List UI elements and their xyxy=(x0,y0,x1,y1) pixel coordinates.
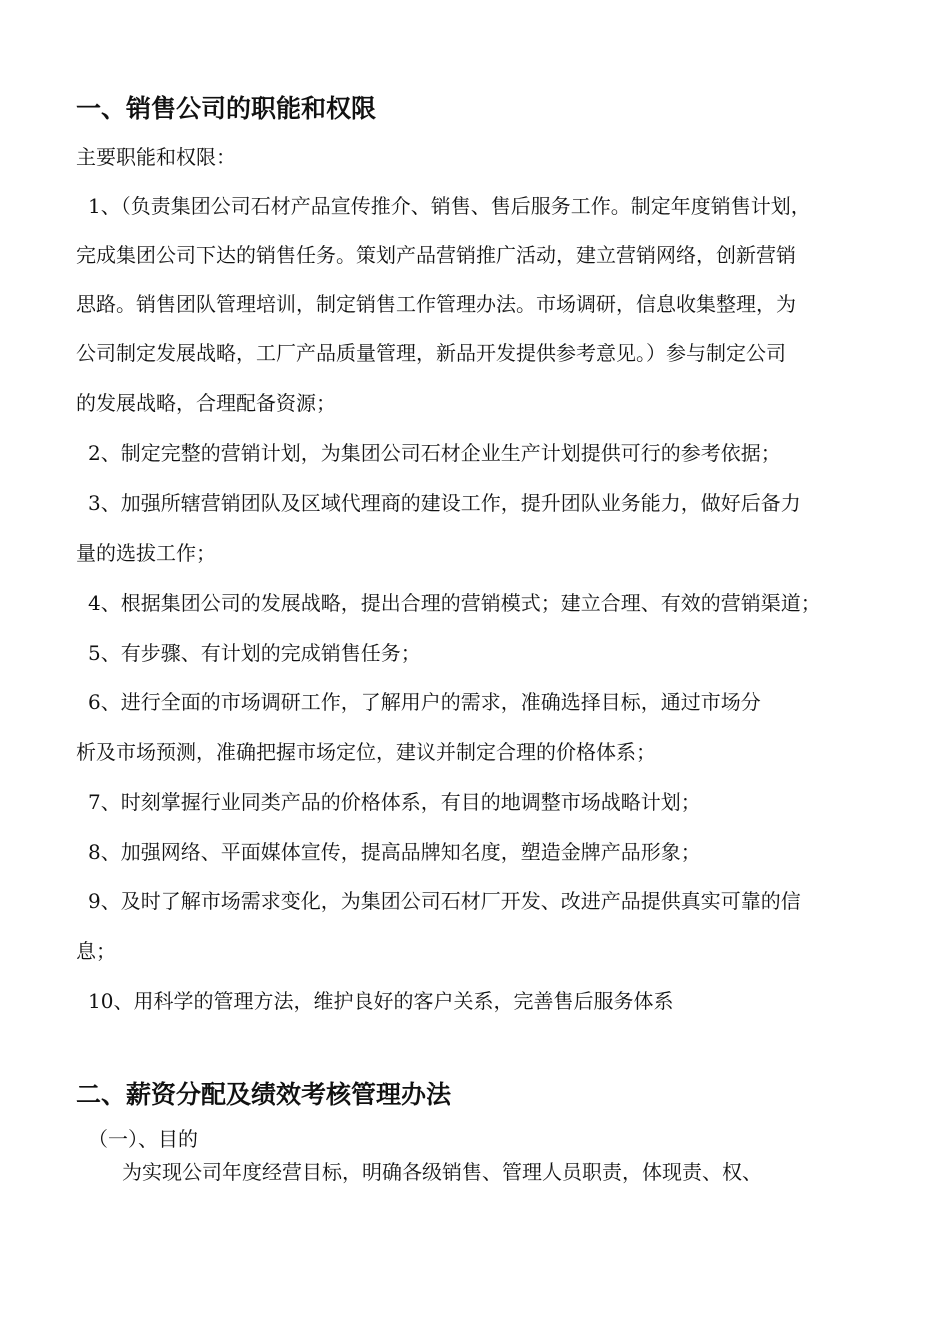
section2-title: 二、薪资分配及绩效考核管理办法 xyxy=(76,1080,452,1109)
paragraph-line: 的发展战略，合理配备资源； xyxy=(76,391,336,415)
paragraph-line: 3、加强所辖营销团队及区域代理商的建设工作，提升团队业务能力，做好后备力 xyxy=(88,491,801,515)
paragraph-line: 量的选拔工作； xyxy=(76,541,216,565)
paragraph-line: 5、有步骤、有计划的完成销售任务； xyxy=(88,641,421,665)
paragraph-line: 7、时刻掌握行业同类产品的价格体系，有目的地调整市场战略计划； xyxy=(88,790,701,814)
paragraph-line: 2、制定完整的营销计划，为集团公司石材企业生产计划提供可行的参考依据； xyxy=(88,441,781,465)
paragraph-line: 思路。销售团队管理培训，制定销售工作管理办法。市场调研，信息收集整理，为 xyxy=(76,292,796,316)
paragraph-line: 4、根据集团公司的发展战略，提出合理的营销模式；建立合理、有效的营销渠道； xyxy=(88,591,821,615)
section1-title: 一、销售公司的职能和权限 xyxy=(76,94,377,123)
paragraph-line: 完成集团公司下达的销售任务。策划产品营销推广活动，建立营销网络，创新营销 xyxy=(76,243,796,267)
paragraph-line: 6、进行全面的市场调研工作，了解用户的需求，准确选择目标，通过市场分 xyxy=(88,690,761,714)
paragraph-line: 10、用科学的管理方法，维护良好的客户关系，完善售后服务体系 xyxy=(88,989,674,1013)
section2-sub-heading: （一）、目的 xyxy=(88,1127,198,1151)
paragraph-line: 公司制定发展战略，工厂产品质量管理，新品开发提供参考意见。）参与制定公司 xyxy=(76,341,786,365)
section1-subtitle: 主要职能和权限： xyxy=(76,145,236,169)
paragraph-line: 8、加强网络、平面媒体宣传，提高品牌知名度，塑造金牌产品形象； xyxy=(88,840,701,864)
paragraph-line: 9、及时了解市场需求变化，为集团公司石材厂开发、改进产品提供真实可靠的信 xyxy=(88,889,801,913)
paragraph-line: 1、（负责集团公司石材产品宣传推介、销售、售后服务工作。制定年度销售计划， xyxy=(88,194,811,218)
section2-paragraph: 为实现公司年度经营目标，明确各级销售、管理人员职责，体现责、权、 xyxy=(122,1160,762,1184)
paragraph-line: 析及市场预测，准确把握市场定位，建议并制定合理的价格体系； xyxy=(76,740,656,764)
paragraph-line: 息； xyxy=(76,939,116,963)
